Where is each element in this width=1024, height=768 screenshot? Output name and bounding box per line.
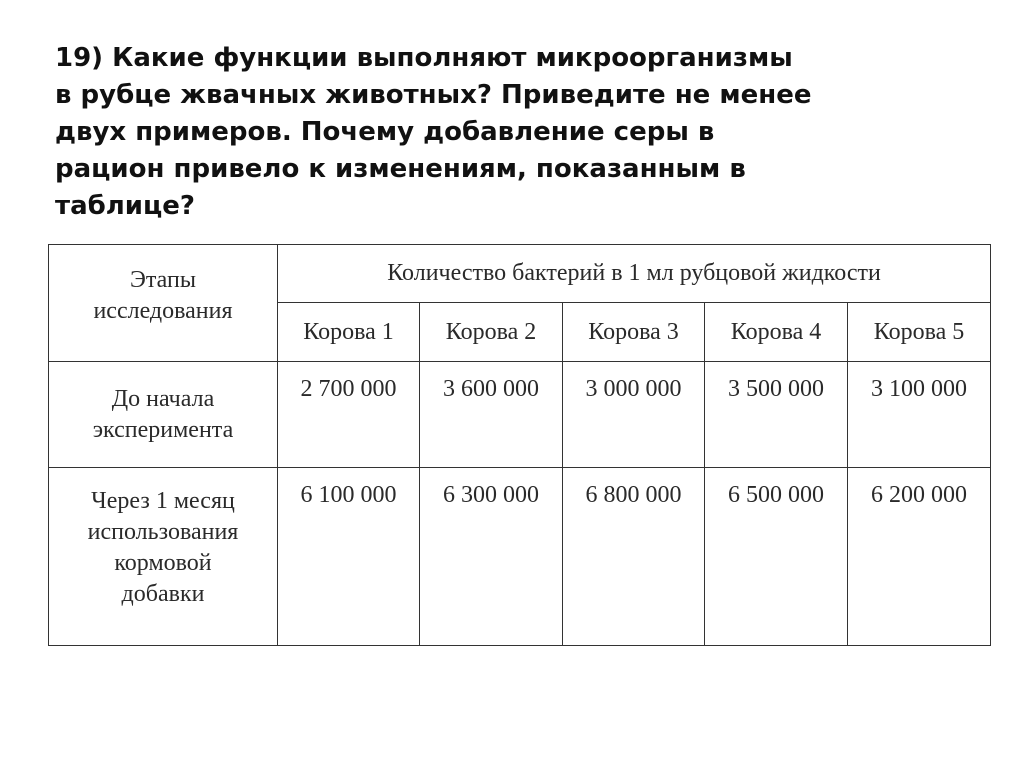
value-cell: 2 700 000 (278, 362, 420, 468)
stage-line: эксперимента (92, 416, 234, 443)
stage-line: использования (87, 519, 239, 545)
corner-header-line: Этапы (130, 267, 196, 293)
question-line: двух примеров. Почему добавление серы в (55, 117, 715, 147)
column-header: Корова 5 (848, 303, 991, 362)
question-text (55, 40, 985, 225)
column-header: Корова 1 (278, 303, 420, 362)
bacteria-table (48, 244, 991, 646)
value-cell: 3 000 000 (563, 362, 705, 468)
stage-line: добавки (121, 581, 205, 607)
stage-cell (49, 362, 278, 468)
value-cell: 3 600 000 (420, 362, 563, 468)
corner-header-line: исследования (93, 298, 233, 324)
value-cell: 6 100 000 (278, 468, 420, 646)
stage-line: кормовой (114, 550, 212, 576)
value-cell: 3 500 000 (705, 362, 848, 468)
question-line: в рубце жвачных животных? Приведите не менее (55, 80, 812, 110)
group-header: Количество бактерий в 1 мл рубцовой жидкости (278, 245, 991, 303)
question-line: 19) Какие функции выполняют микроорганизмы (55, 43, 793, 73)
column-header: Корова 3 (563, 303, 705, 362)
value-cell: 3 100 000 (848, 362, 991, 468)
value-cell: 6 800 000 (563, 468, 705, 646)
stage-line: Через 1 месяц (91, 488, 235, 514)
value-cell: 6 500 000 (705, 468, 848, 646)
column-header: Корова 2 (420, 303, 563, 362)
table-row (49, 362, 991, 468)
question-line: таблице? (55, 191, 196, 221)
corner-header (49, 245, 278, 362)
question-line: рацион привело к изменениям, показанным в (55, 154, 746, 184)
table-row (49, 468, 991, 646)
value-cell: 6 200 000 (848, 468, 991, 646)
stage-line: До начала (111, 385, 215, 412)
stage-cell (49, 468, 278, 646)
value-cell: 6 300 000 (420, 468, 563, 646)
column-header: Корова 4 (705, 303, 848, 362)
